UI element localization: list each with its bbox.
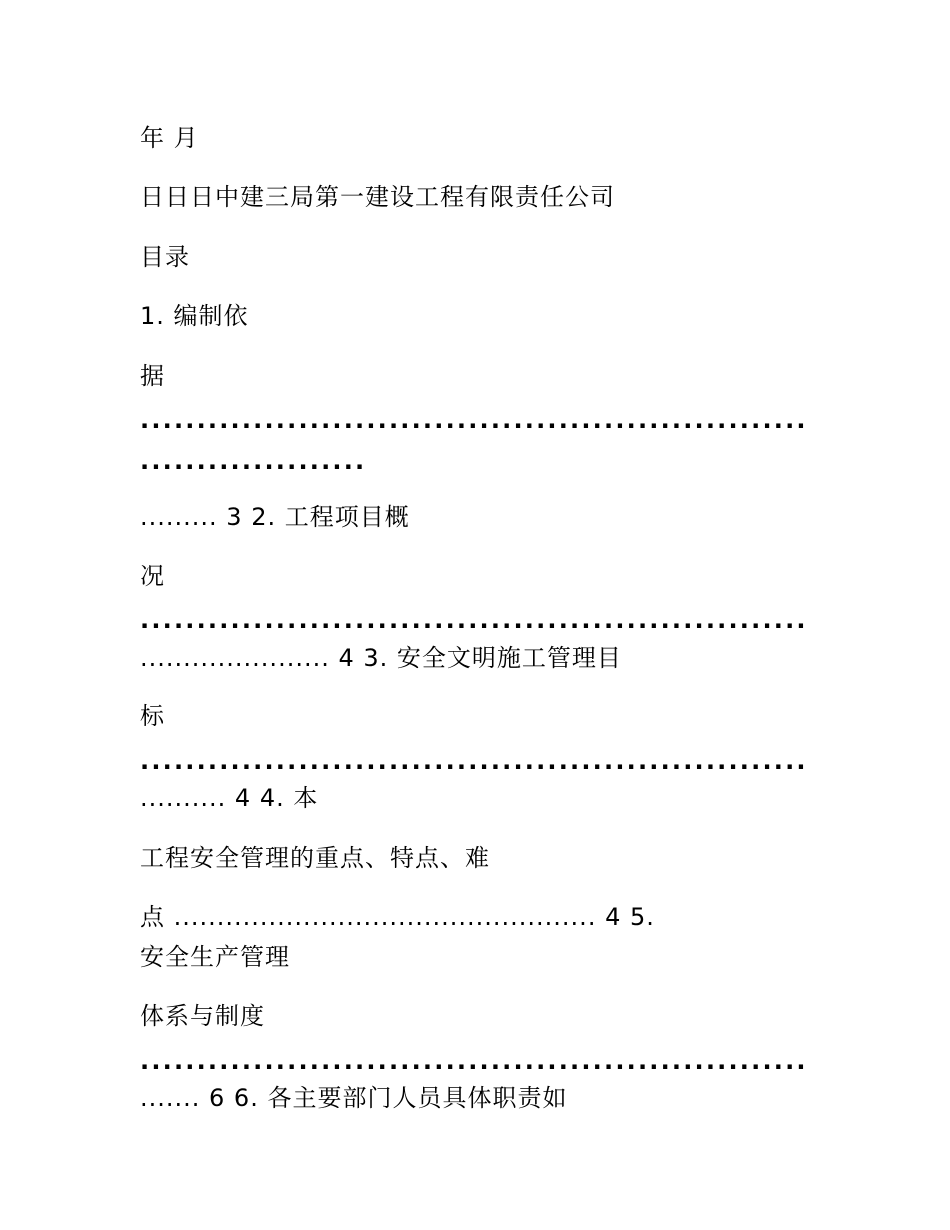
toc-entry-4: .......... 4 4. 本 [140, 784, 319, 812]
toc-entry-5-cont2: 体系与制度 [140, 1002, 265, 1030]
toc-entry-6: ....... 6 6. 各主要部门人员具体职责如 [140, 1084, 568, 1112]
company-name: 日日日中建三局第一建设工程有限责任公司 [140, 183, 615, 211]
toc-entry-4-cont: 工程安全管理的重点、特点、难 [140, 844, 490, 872]
toc-entry-5: 点 ................................................. 4 5. [140, 903, 655, 931]
toc-leader: ........................................................... [140, 606, 808, 634]
toc-entry-2-cont: 况 [140, 562, 165, 590]
toc-entry-2: ......... 3 2. 工程项目概 [140, 503, 410, 531]
toc-entry-3: ...................... 4 3. 安全文明施工管理目 [140, 644, 622, 672]
toc-leader: ........................................................... [140, 747, 808, 775]
toc-entry-1-cont: 据 [140, 362, 165, 390]
toc-leader: ........................................................... [140, 406, 808, 434]
toc-entry-3-cont: 标 [140, 702, 165, 730]
toc-entry-1: 1. 编制依 [140, 302, 249, 330]
toc-title: 目录 [140, 243, 190, 271]
toc-leader: ........................................................... [140, 1047, 808, 1075]
date-line: 年 月 [140, 124, 199, 152]
toc-leader: .................... [140, 447, 367, 475]
toc-entry-5-cont: 安全生产管理 [140, 943, 290, 971]
